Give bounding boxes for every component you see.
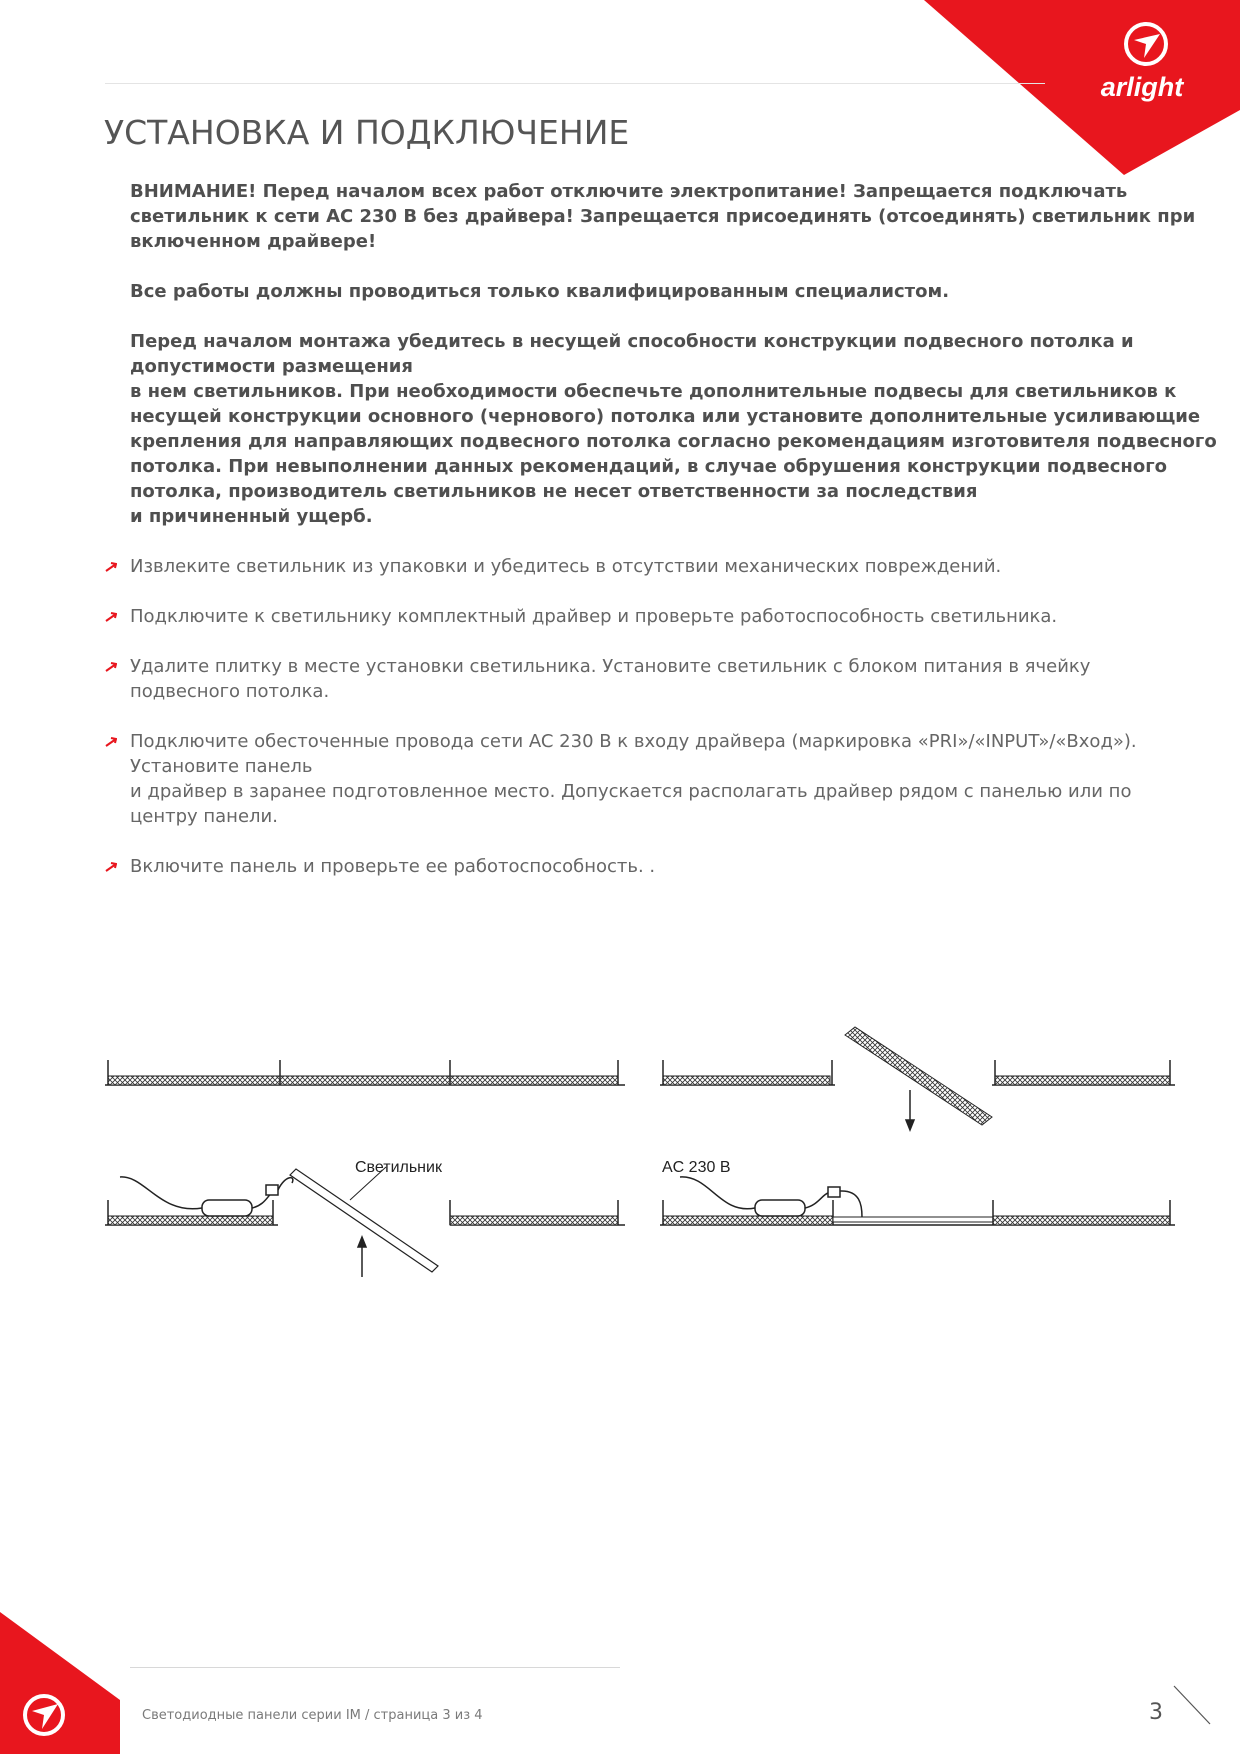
- red-arrow-bullet-icon: [105, 737, 117, 747]
- step-item: Подключите обесточенные провода сети AC 230 В к входу драйвера (маркировка «PRI»/«INPUT»/«Вход»). Установите панель и драйвер в заранее подготовленное место. Допускается располагать драйвер рядом с панелью или по центру панели.: [105, 729, 1165, 829]
- red-arrow-bullet-icon: [105, 862, 117, 872]
- step-item: Извлеките светильник из упаковки и убедитесь в отсутствии механических повреждений.: [105, 554, 1165, 579]
- ceiling-row-3: [105, 1167, 625, 1277]
- removed-tile: [845, 1027, 992, 1125]
- warning-block: [130, 179, 1217, 554]
- footer-brand-corner: [0, 1612, 120, 1754]
- step-item: Включите панель и проверьте ее работоспособность. .: [105, 854, 1165, 879]
- installation-diagram: [100, 1025, 1180, 1285]
- step-item: Удалите плитку в месте установки светильника. Установите светильник с блоком питания в ячейку подвесного потолка.: [105, 654, 1165, 704]
- page-title: УСТАНОВКА И ПОДКЛЮЧЕНИЕ: [104, 113, 630, 152]
- luminaire-panel: [278, 1169, 438, 1272]
- footer-text: Светодиодные панели серии IM / страница 3 из 4: [142, 1708, 483, 1723]
- warning-paragraph-3: Перед началом монтажа убедитесь в несущей способности конструкции подвесного потолка и допустимости размещения в нем светильников. При необходимости обеспечьте дополнительные подвесы для светильников к несущей конструкции основного (чернового) потолка или установите дополнительные усиливающие крепления для направляющих подвесного потолка согласно рекомендациям изготовителя подвесного потолка. При невыполнении данных рекомендаций, в случае обрушения конструкции подвесного потолка, производитель светильников не несет ответственности за последствия и причиненный ущерб.: [130, 331, 1217, 527]
- warning-paragraph-2: Все работы должны проводиться только квалифицированным специалистом.: [130, 281, 950, 302]
- brand-wordmark: arlight: [1100, 72, 1184, 102]
- installation-steps: [105, 554, 1165, 904]
- page-slash-decoration: [1172, 1684, 1212, 1726]
- header-rule: [105, 83, 1045, 84]
- arrow-up-icon: [358, 1237, 366, 1277]
- ceiling-row-2: [660, 1027, 1175, 1130]
- label-ac-230: AC 230 В: [662, 1159, 731, 1176]
- page-number: 3: [1149, 1700, 1163, 1725]
- footer-rule: [130, 1667, 620, 1668]
- red-arrow-bullet-icon: [105, 562, 117, 572]
- step-item: Подключите к светильнику комплектный драйвер и проверьте работоспособность светильника.: [105, 604, 1165, 629]
- red-arrow-bullet-icon: [105, 662, 117, 672]
- brand-corner: [924, 0, 1240, 175]
- label-luminaire: Светильник: [355, 1159, 442, 1176]
- driver-unit: [680, 1177, 862, 1217]
- warning-paragraph-1: ВНИМАНИЕ! Перед началом всех работ отключите электропитание! Запрещается подключать светильник к сети AC 230 B без драйвера! Запрещается присоединять (отсоединять) светильник при включенном драйвере!: [130, 181, 1196, 252]
- driver-unit: [120, 1177, 278, 1216]
- arrow-down-icon: [906, 1090, 914, 1130]
- ceiling-row-4: [660, 1177, 1175, 1225]
- red-arrow-bullet-icon: [105, 612, 117, 622]
- ceiling-row-1: [105, 1060, 625, 1085]
